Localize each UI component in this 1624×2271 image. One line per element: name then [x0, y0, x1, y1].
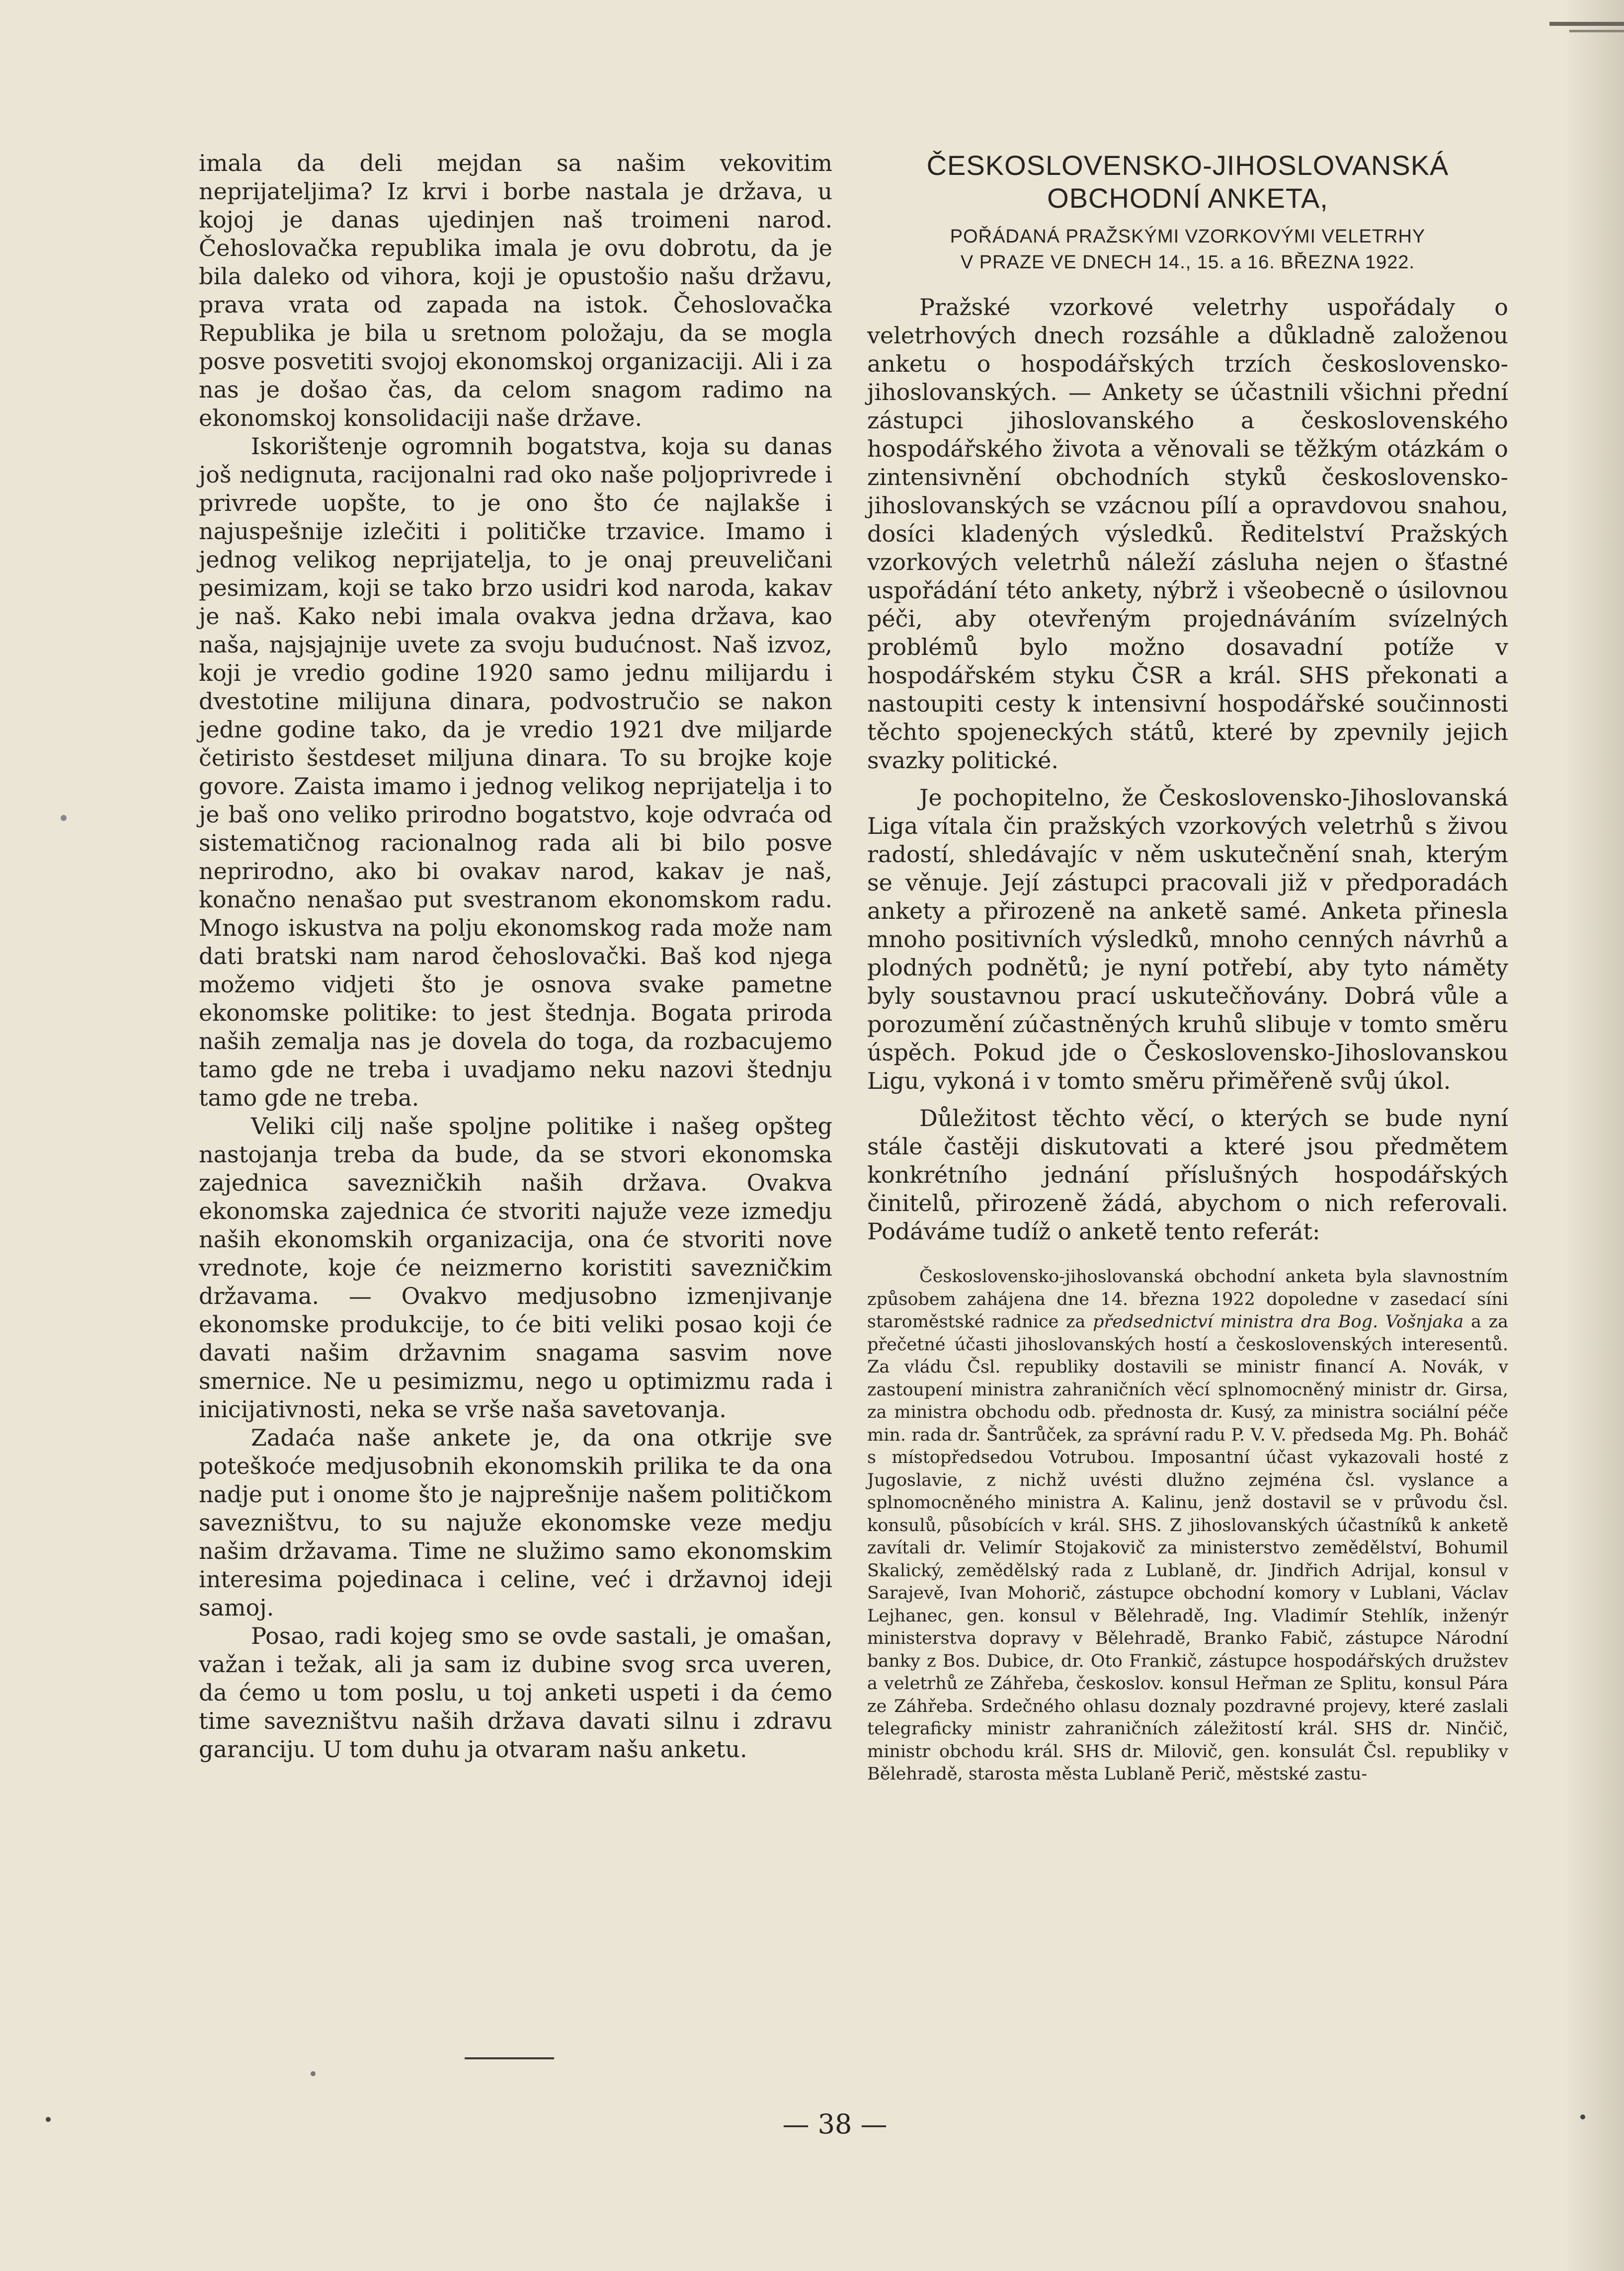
print-speck [46, 2117, 51, 2122]
print-speck [311, 2071, 316, 2076]
article-subtitle-line-2: V PRAZE VE DNECH 14., 15. a 16. BŘEZNA 1922. [960, 252, 1415, 273]
print-speck [61, 815, 67, 821]
article-subtitle-line-1: POŘÁDANÁ PRAŽSKÝMI VZORKOVÝMI VELETRHY [950, 226, 1426, 247]
left-paragraph-4: Zadaća naše ankete je, da ona otkrije sve poteškoće medjusobnih ekonomskih prilika te da ona nadje put i onome što je najprešnije našem političkom savezništvu, to su najuže ekonomske veze medju našim državama. Time ne služimo samo ekonomskim interesima pojedinaca i celine, već i državnoj ideji samoj. [199, 1424, 832, 1621]
article-title [867, 149, 1508, 215]
report-text-rest: a za přečetné účasti jihoslovanských hostí a československých interesentů. Za vládu Čsl. republiky dostavili se ministr financí A. Novák, v zastoupení ministra zahraničních věcí splnomocněný ministr dr. Girsa, za ministra obchodu odb. přednosta dr. Kusý, za ministra sociální péče min. rada dr. Šantrůček, za správní radu P. V. V. předseda Mg. Ph. Boháč s místopředsedou Votrubou. Imposantní účast vykazovali hosté z Jugoslavie, z nichž uvésti dlužno zejména čsl. vyslance a splnomocněného ministra A. Kalinu, jenž dostavil se v průvodu čsl. konsulů, působících v král. SHS. Z jihoslovanských účastníků k anketě zavítali dr. Velimír Stojakovič za ministerstvo zemědělství, Bohumil Skalický, zemědělský rada z Lublaně, dr. Jindřich Adrijal, konsul v Sarajevě, Ivan Mohorič, zástupce obchodní komory v Lublani, Václav Lejhanec, gen. konsul v Bělehradě, Ing. Vladimír Stehlík, inženýr ministerstva dopravy v Bělehradě, Branko Fabič, zástupce Národní banky z Bos. Dubice, dr. Oto Frankič, zástupce hospodářských družstev a veletrhů ze Záhřeba, českoslov. konsul Heřman ze Splitu, konsul Pára ze Záhřeba. Srdečného ohlasu doznaly pozdravné projevy, které zaslali telegraficky ministr zahraničních záležitostí král. SHS dr. Ninčič, ministr obchodu král. SHS dr. Milovič, gen. konsulát Čsl. republiky v Bělehradě, starosta města Lublaně Perič, městské zastu- [867, 1312, 1508, 1784]
left-paragraph-5: Posao, radi kojeg smo se ovde sastali, je omašan, važan i težak, ali ja sam iz dubine svog srca uveren, da ćemo u tom poslu, u toj anketi uspeti i da ćemo time savezništvu naših država davati silnu i zdravu garanciju. U tom duhu ja otvaram našu anketu. [199, 1622, 832, 1763]
right-paragraph-2: Je pochopitelno, že Československo-Jihoslovanská Liga vítala čin pražských vzorkových veletrhů s živou radostí, shledávajíc v něm uskutečnění snah, kterým se věnuje. Její zástupci pracovali již v předporadách ankety a přirozeně na anketě samé. Anketa přinesla mnoho positivních výsledků, mnoho cenných návrhů a plodných podnětů; je nyní potřebí, aby tyto náměty byly soustavnou prací uskutečňovány. Dobrá vůle a porozumění zúčastněných kruhů slibuje v tomto směru úspěch. Pokud jde o Československo-Jihoslovanskou Ligu, vykoná i v tomto směru přiměřeně svůj úkol. [867, 784, 1508, 1094]
right-paragraph-1: Pražské vzorkové veletrhy uspořádaly o veletrhových dnech rozsáhle a důkladně založenou anketu o hospodářských trzích československo-jihoslovanských. — Ankety se účastnili všichni přední zástupci jihoslovanského a československého hospodářského života a věnovali se těžkým otázkám o zintensivnění obchodních styků československo-jihoslovanských se vzácnou pílí a opravdovou snahou, dosíci kladených výsledků. Ředitelství Pražských vzorkových veletrhů náleží zásluha nejen o šťastné uspořádání této ankety, nýbrž i všeobecně o úsilovnou péči, aby otevřeným projednáváním svízelných problémů bylo možno dosavadní potíže v hospodářském styku ČSR a král. SHS překonati a nastoupiti cesty k intensivní hospodářské součinnosti těchto spojeneckých států, které by zpevnily jejich svazky politické. [867, 294, 1508, 774]
report-text-italic: předsednictví ministra dra Bog. Vošnjaka [1093, 1312, 1464, 1332]
print-speck [1580, 2114, 1585, 2119]
page-number: — 38 — [782, 2109, 888, 2140]
article-subtitle [867, 224, 1508, 275]
page-corner-mark [1549, 22, 1624, 26]
report-paragraph [867, 1266, 1508, 1786]
article-title-line-2: OBCHODNÍ ANKETA, [1047, 182, 1328, 214]
page-edge-shadow [1564, 0, 1624, 2271]
right-column [867, 149, 1508, 1786]
right-paragraph-3: Důležitost těchto věcí, o kterých se bude nyní stále častěji diskutovati a které jsou předmětem konkrétního jednání příslušných hospodářských činitelů, přirozeně žádá, abychom o nich referovali. Podáváme tudíž o anketě tento referát: [867, 1105, 1508, 1245]
left-column [199, 149, 832, 1764]
end-rule [465, 2057, 554, 2059]
report-small-print [867, 1266, 1508, 1786]
left-paragraph-1: imala da deli mejdan sa našim vekovitim neprijateljima? Iz krvi i borbe nastala je država, u kojoj je danas ujedinjen naš troimeni narod. Čehoslovačka republika imala je ovu dobrotu, da je bila daleko od vihora, koji je opustošio našu državu, prava vrata od zapada na istok. Čehoslovačka Republika je bila u sretnom položaju, da se mogla posve posvetiti svojoj ekonomskoj organizaciji. Ali i za nas je došao čas, da celom snagom radimo na ekonomskoj konsolidaciji naše države. [199, 150, 832, 431]
left-paragraph-3: Veliki cilj naše spoljne politike i našeg opšteg nastojanja treba da bude, da se stvori ekonomska zajednica savezničkih naših država. Ovakva ekonomska zajednica će stvoriti najuže veze izmedju naših ekonomskih organizacija, ona će stvoriti nove vrednote, koje će neizmerno koristiti savezničkim državama. — Ovakvo medjusobno izmenjivanje ekonomske produkcije, to će biti veliki posao koji će davati našim državnim snagama sasvim nove smernice. Ne u pesimizmu, nego u optimizmu rada i inicijativnosti, neka se vrše naša savetovanja. [199, 1113, 832, 1423]
page-corner-mark-2 [1569, 30, 1624, 32]
left-paragraph-2: Iskorištenje ogromnih bogatstva, koja su danas još nedignuta, racijonalni rad oko naše poljoprivrede i privrede uopšte, to je ono što će najlakše i najuspešnije izlečiti i političke trzavice. Imamo i jednog velikog neprijatelja, to je onaj preuveličani pesimizam, koji se tako brzo usidri kod naroda, kakav je naš. Kako nebi imala ovakva jedna država, kao naša, najsjajnije uvete za svoju budućnost. Naš izvoz, koji je vredio godine 1920 samo jednu milijardu i dvestotine milijuna dinara, podvostručio se nakon jedne godine tako, da je vredio 1921 dve miljarde četiristo šestdeset miljuna dinara. To su brojke koje govore. Zaista imamo i jednog velikog neprijatelja i to je baš ono veliko prirodno bogatstvo, koje odvraća od sistematičnog racionalnog rada ali bi bilo posve neprirodno, ako bi ovakav narod, kakav je naš, konačno nenašao put svestranom ekonomskom radu. Mnogo iskustva na polju ekonomskog rada može nam dati bratski nam narod čehoslovački. Baš kod njega možemo vidjeti što je osnova svake pametne ekonomske politike: to jest štednja. Bogata priroda naših zemalja nas je dovela do toga, da rozbacujemo tamo gde ne treba i uvadjamo neku nazovi štednju tamo gde ne treba. [199, 433, 832, 1111]
article-title-line-1: ČESKOSLOVENSKO-JIHOSLOVANSKÁ [926, 150, 1449, 181]
report-text-start: Československo-jihoslovanská obchodní anketa byla slavnostním způsobem zahájena dne 14. března 1922 dopoledne v zasedací síni staroměstské radnice za [867, 1267, 1508, 1332]
